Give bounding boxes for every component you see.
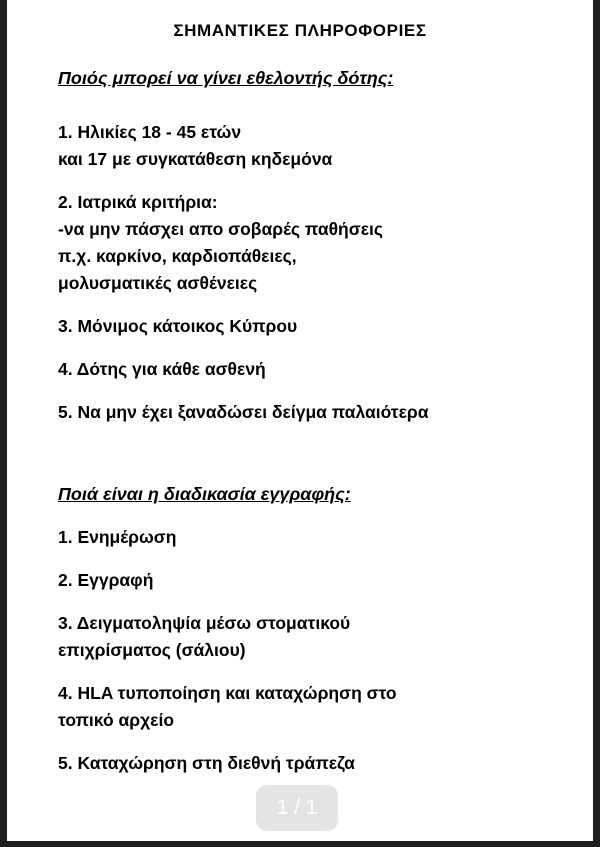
list-item [58,399,428,426]
list-item-line: 4. HLA τυποποίηση και καταχώρηση στο [58,683,397,703]
viewer-left-edge [0,0,7,847]
viewer-right-edge [593,0,600,847]
viewer-bottom-edge [0,841,600,847]
list-item-line: -να μην πάσχει απο σοβαρές παθήσεις [58,219,383,239]
list-item-line: 2. Εγγραφή [58,570,154,590]
list-item-line: π.χ. καρκίνο, καρδιοπάθειες, [58,246,297,266]
list-item [58,680,397,734]
document-page [7,0,593,841]
eligibility-list [58,119,428,426]
page-indicator[interactable]: 1 / 1 [256,785,338,831]
list-item [58,189,428,297]
list-item-line: 4. Δότης για κάθε ασθενή [58,359,266,379]
list-item-line: και 17 με συγκατάθεση κηδεμόνα [58,149,333,169]
list-item-line: επιχρίσματος (σάλιου) [58,640,246,660]
section-heading-eligibility: Ποιός μπορεί να γίνει εθελοντής δότης: [58,68,394,88]
list-item-line: 2. Ιατρικά κριτήρια: [58,192,218,212]
list-item [58,524,397,551]
list-item-line: 1. Ηλικίες 18 - 45 ετών [58,122,242,142]
list-item-line: 5. Καταχώρηση στη διεθνή τράπεζα [58,753,355,773]
list-item [58,610,397,664]
list-item-line: 1. Ενημέρωση [58,527,177,547]
list-item [58,567,397,594]
list-item [58,119,428,173]
list-item-line: 5. Να μην έχει ξαναδώσει δείγμα παλαιότερα [58,402,429,422]
list-item [58,750,397,777]
section-heading-registration: Ποιά είναι η διαδικασία εγγραφής: [58,484,351,504]
list-item [58,356,428,383]
list-item-line: μολυσματικές ασθένειες [58,273,258,293]
registration-list [58,524,397,777]
list-item-line: τοπικό αρχείο [58,710,175,730]
document-title: ΣΗΜΑΝΤΙΚΕΣ ΠΛΗΡΟΦΟΡΙΕΣ [173,21,427,40]
list-item-line: 3. Δειγματοληψία μέσω στοματικού [58,613,351,633]
list-item [58,313,428,340]
list-item-line: 3. Μόνιμος κάτοικος Κύπρου [58,316,298,336]
